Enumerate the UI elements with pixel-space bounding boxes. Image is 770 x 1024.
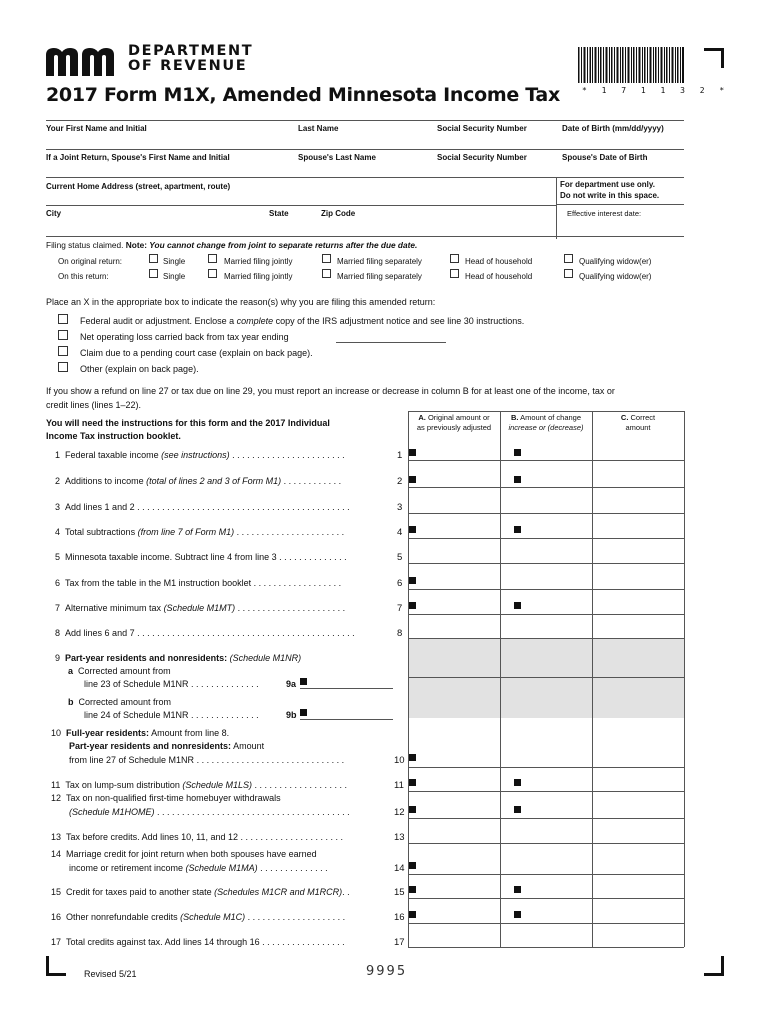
option-label: Married filing separately — [337, 257, 422, 266]
line-number: 8 — [397, 628, 403, 639]
spouse-last-name-field[interactable]: Spouse's Last Name — [298, 153, 376, 162]
first-name-field[interactable]: Your First Name and Initial — [46, 124, 147, 133]
divider — [46, 120, 684, 121]
line-number: 1 — [397, 450, 403, 461]
option-label: Head of household — [465, 257, 533, 266]
line-6: 6 Tax from the table in the M1 instruction booklet . . . . . . . . . . . . . . . . . . — [55, 578, 342, 588]
original-hoh-checkbox[interactable] — [450, 254, 459, 263]
column-c-border — [592, 411, 593, 947]
row-divider — [408, 791, 684, 792]
divider — [46, 205, 556, 206]
reasons-intro: Place an X in the appropriate box to indicate the reason(s) why you are filing this amended return: — [46, 297, 436, 307]
state-field[interactable]: State — [269, 209, 289, 218]
line-number: 17 — [394, 937, 405, 948]
option-label: Single — [163, 257, 186, 266]
spouse-ssn-field[interactable]: Social Security Number — [437, 153, 527, 162]
row-divider — [408, 538, 684, 539]
reason-nol-checkbox[interactable] — [58, 330, 68, 340]
filing-status-heading: Filing status claimed. Note: You cannot change from joint to separate returns after the due date. — [46, 240, 418, 250]
line-3: 3 Add lines 1 and 2 . . . . . . . . . . . . . . . . . . . . . . . . . . . . . . . . . . . . . . . . . . . — [55, 502, 350, 512]
line-1: 1 Federal taxable income (see instructions) . . . . . . . . . . . . . . . . . . . . . . . — [55, 450, 345, 460]
option-label: Qualifying widow(er) — [579, 257, 652, 266]
row-divider — [408, 589, 684, 590]
row-divider — [408, 513, 684, 514]
line-16: 16 Other nonrefundable credits (Schedule M1C) . . . . . . . . . . . . . . . . . . . . — [51, 912, 346, 922]
field-marker-icon — [514, 449, 521, 456]
line-number: 10 — [394, 755, 405, 766]
reason-other-label: Other (explain on back page). — [80, 364, 199, 374]
line-number: 7 — [397, 603, 403, 614]
refund-instruction: If you show a refund on line 27 or tax due on line 29, you must report an increase or decrease in column B for at least one of the income, tax or — [46, 386, 615, 396]
row-divider — [408, 767, 684, 768]
line-number: 3 — [397, 502, 403, 513]
field-marker-icon — [514, 911, 521, 918]
registration-mark — [704, 48, 724, 68]
row-divider — [408, 460, 684, 461]
zip-field[interactable]: Zip Code — [321, 209, 356, 218]
divider — [408, 411, 684, 412]
this-single-checkbox[interactable] — [149, 269, 158, 278]
option-label: Single — [163, 272, 186, 281]
line-17: 17 Total credits against tax. Add lines 14 through 16 . . . . . . . . . . . . . . . . . — [51, 937, 345, 947]
original-mfs-checkbox[interactable] — [322, 254, 331, 263]
line-number: 2 — [397, 476, 403, 487]
original-single-checkbox[interactable] — [149, 254, 158, 263]
field-marker-icon — [409, 862, 416, 869]
line-9a-field[interactable] — [300, 688, 393, 689]
original-mfj-checkbox[interactable] — [208, 254, 217, 263]
divider — [408, 677, 684, 678]
last-name-field[interactable]: Last Name — [298, 124, 339, 133]
divider — [556, 204, 684, 205]
dept-use-note: For department use only. — [560, 180, 655, 189]
line-number: 4 — [397, 527, 403, 538]
column-end-border — [684, 411, 685, 947]
line-5: 5 Minnesota taxable income. Subtract line 4 from line 3 . . . . . . . . . . . . . . — [55, 552, 347, 562]
field-marker-icon — [409, 602, 416, 609]
original-qw-checkbox[interactable] — [564, 254, 573, 263]
this-return-label: On this return: — [58, 272, 109, 281]
row-divider — [408, 818, 684, 819]
line-9: 9 Part-year residents and nonresidents: (Schedule M1NR) — [55, 653, 302, 663]
field-marker-icon — [514, 476, 521, 483]
interest-date-label: Effective interest date: — [567, 209, 642, 218]
column-b-border — [500, 411, 501, 947]
row-divider — [408, 843, 684, 844]
line-number: 13 — [394, 832, 405, 843]
this-mfs-checkbox[interactable] — [322, 269, 331, 278]
line-14-text: income or retirement income (Schedule M1MA) . . . . . . . . . . . . . . — [69, 863, 328, 873]
line-12-text: (Schedule M1HOME) . . . . . . . . . . . . . . . . . . . . . . . . . . . . . . . . . . . . . . . — [69, 807, 350, 817]
line-number: 6 — [397, 578, 403, 589]
line-number: 15 — [394, 887, 405, 898]
column-c-header: C. Correct amount — [620, 413, 656, 432]
registration-mark — [704, 956, 724, 976]
line-11: 11 Tax on lump-sum distribution (Schedule M1LS) . . . . . . . . . . . . . . . . . . . — [51, 780, 347, 790]
dob-field[interactable]: Date of Birth (mm/dd/yyyy) — [562, 124, 664, 133]
city-field[interactable]: City — [46, 209, 62, 218]
row-divider — [408, 898, 684, 899]
divider — [46, 236, 684, 237]
barcode-number: * 1 7 1 1 3 2 * — [582, 86, 730, 95]
line-8: 8 Add lines 6 and 7 . . . . . . . . . . . . . . . . . . . . . . . . . . . . . . . . . . . . . . . . . . . . — [55, 628, 355, 638]
line-9b-text: line 24 of Schedule M1NR . . . . . . . . . . . . . . — [84, 710, 259, 720]
line-4: 4 Total subtractions (from line 7 of Form M1) . . . . . . . . . . . . . . . . . . . . . . — [55, 527, 345, 537]
line-9b-field[interactable] — [300, 719, 393, 720]
need-instructions: Income Tax instruction booklet. — [46, 431, 181, 441]
field-marker-icon — [409, 577, 416, 584]
reason-nol-label: Net operating loss carried back from tax year ending — [80, 332, 289, 342]
address-field[interactable]: Current Home Address (street, apartment, route) — [46, 182, 231, 191]
line-number: 11 — [394, 780, 404, 791]
field-marker-icon — [409, 886, 416, 893]
column-a-header: A. Original amount or as previously adjusted — [416, 413, 492, 432]
reason-other-checkbox[interactable] — [58, 362, 68, 372]
field-marker-icon — [514, 602, 521, 609]
row-divider — [408, 487, 684, 488]
field-marker-icon — [514, 886, 521, 893]
registration-mark — [46, 956, 66, 976]
row-divider — [408, 638, 684, 639]
reason-court-label: Claim due to a pending court case (explain on back page). — [80, 348, 313, 358]
option-label: Head of household — [465, 272, 533, 281]
barcode-icon — [578, 47, 684, 83]
line-10: 10 Full-year residents: Amount from line 8. — [51, 728, 230, 738]
shaded-area — [408, 638, 684, 718]
line-number: 16 — [394, 912, 405, 923]
line-13: 13 Tax before credits. Add lines 10, 11, and 12 . . . . . . . . . . . . . . . . . . . . . — [51, 832, 344, 842]
refund-instruction: credit lines (lines 1–22). — [46, 400, 142, 410]
this-hoh-checkbox[interactable] — [450, 269, 459, 278]
option-label: Qualifying widow(er) — [579, 272, 652, 281]
this-qw-checkbox[interactable] — [564, 269, 573, 278]
divider — [556, 177, 557, 239]
option-label: Married filing jointly — [224, 272, 293, 281]
line-9a-text: line 23 of Schedule M1NR . . . . . . . . . . . . . . — [84, 679, 259, 689]
line-15: 15 Credit for taxes paid to another state (Schedules M1CR and M1RCR). . — [51, 887, 350, 897]
line-12: 12 Tax on non-qualified first-time homebuyer withdrawals — [51, 793, 281, 803]
reason-audit-checkbox[interactable] — [58, 314, 68, 324]
row-divider — [408, 563, 684, 564]
field-marker-icon — [409, 754, 416, 761]
spouse-first-name-field[interactable]: If a Joint Return, Spouse's First Name and Initial — [46, 153, 230, 162]
field-marker-icon — [514, 806, 521, 813]
option-label: Married filing separately — [337, 272, 422, 281]
field-marker-icon — [409, 526, 416, 533]
row-divider — [408, 874, 684, 875]
line-number: 9b — [286, 710, 297, 720]
line-number: 5 — [397, 552, 403, 563]
field-marker-icon — [409, 779, 416, 786]
form-code: 9995 — [366, 964, 408, 979]
tax-year-ending-field[interactable] — [336, 342, 446, 343]
reason-court-checkbox[interactable] — [58, 346, 68, 356]
line-7: 7 Alternative minimum tax (Schedule M1MT) . . . . . . . . . . . . . . . . . . . . . . — [55, 603, 346, 613]
option-label: Married filing jointly — [224, 257, 293, 266]
ssn-field[interactable]: Social Security Number — [437, 124, 527, 133]
divider — [46, 177, 684, 178]
field-marker-icon — [409, 911, 416, 918]
field-marker-icon — [514, 779, 521, 786]
line-number: 14 — [394, 863, 405, 874]
line-number: 12 — [394, 807, 405, 818]
line-9a-label: a Corrected amount from — [68, 666, 171, 676]
line-2: 2 Additions to income (total of lines 2 and 3 of Form M1) . . . . . . . . . . . . — [55, 476, 342, 486]
column-b-header: B. Amount of change increase or (decrease) — [508, 413, 584, 432]
this-mfj-checkbox[interactable] — [208, 269, 217, 278]
reason-audit-label: Federal audit or adjustment. Enclose a complete copy of the IRS adjustment notice and see line 30 instructions. — [80, 316, 525, 326]
row-divider — [408, 923, 684, 924]
dept-use-note: Do not write in this space. — [560, 191, 660, 200]
agency-name: DEPARTMENT OF REVENUE — [128, 43, 254, 74]
field-marker-icon — [409, 806, 416, 813]
field-marker-icon — [514, 526, 521, 533]
form-title: 2017 Form M1X, Amended Minnesota Income Tax — [46, 84, 560, 106]
original-return-label: On original return: — [58, 257, 123, 266]
field-marker-icon — [409, 476, 416, 483]
revised-date: Revised 5/21 — [84, 969, 137, 979]
line-10-text: from line 27 of Schedule M1NR . . . . . . . . . . . . . . . . . . . . . . . . . . . . . . — [69, 755, 345, 765]
need-instructions: You will need the instructions for this form and the 2017 Individual — [46, 418, 330, 428]
field-marker-icon — [300, 678, 307, 685]
field-marker-icon — [300, 709, 307, 716]
spouse-dob-field[interactable]: Spouse's Date of Birth — [562, 153, 648, 162]
line-number: 9a — [286, 679, 297, 689]
line-9b-label: b Corrected amount from — [68, 697, 172, 707]
mn-logo-icon — [46, 46, 120, 76]
row-divider — [408, 947, 684, 948]
row-divider — [408, 614, 684, 615]
line-10-text: Part-year residents and nonresidents: Amount — [69, 741, 265, 751]
field-marker-icon — [409, 449, 416, 456]
line-14: 14 Marriage credit for joint return when both spouses have earned — [51, 849, 317, 859]
divider — [46, 149, 684, 150]
